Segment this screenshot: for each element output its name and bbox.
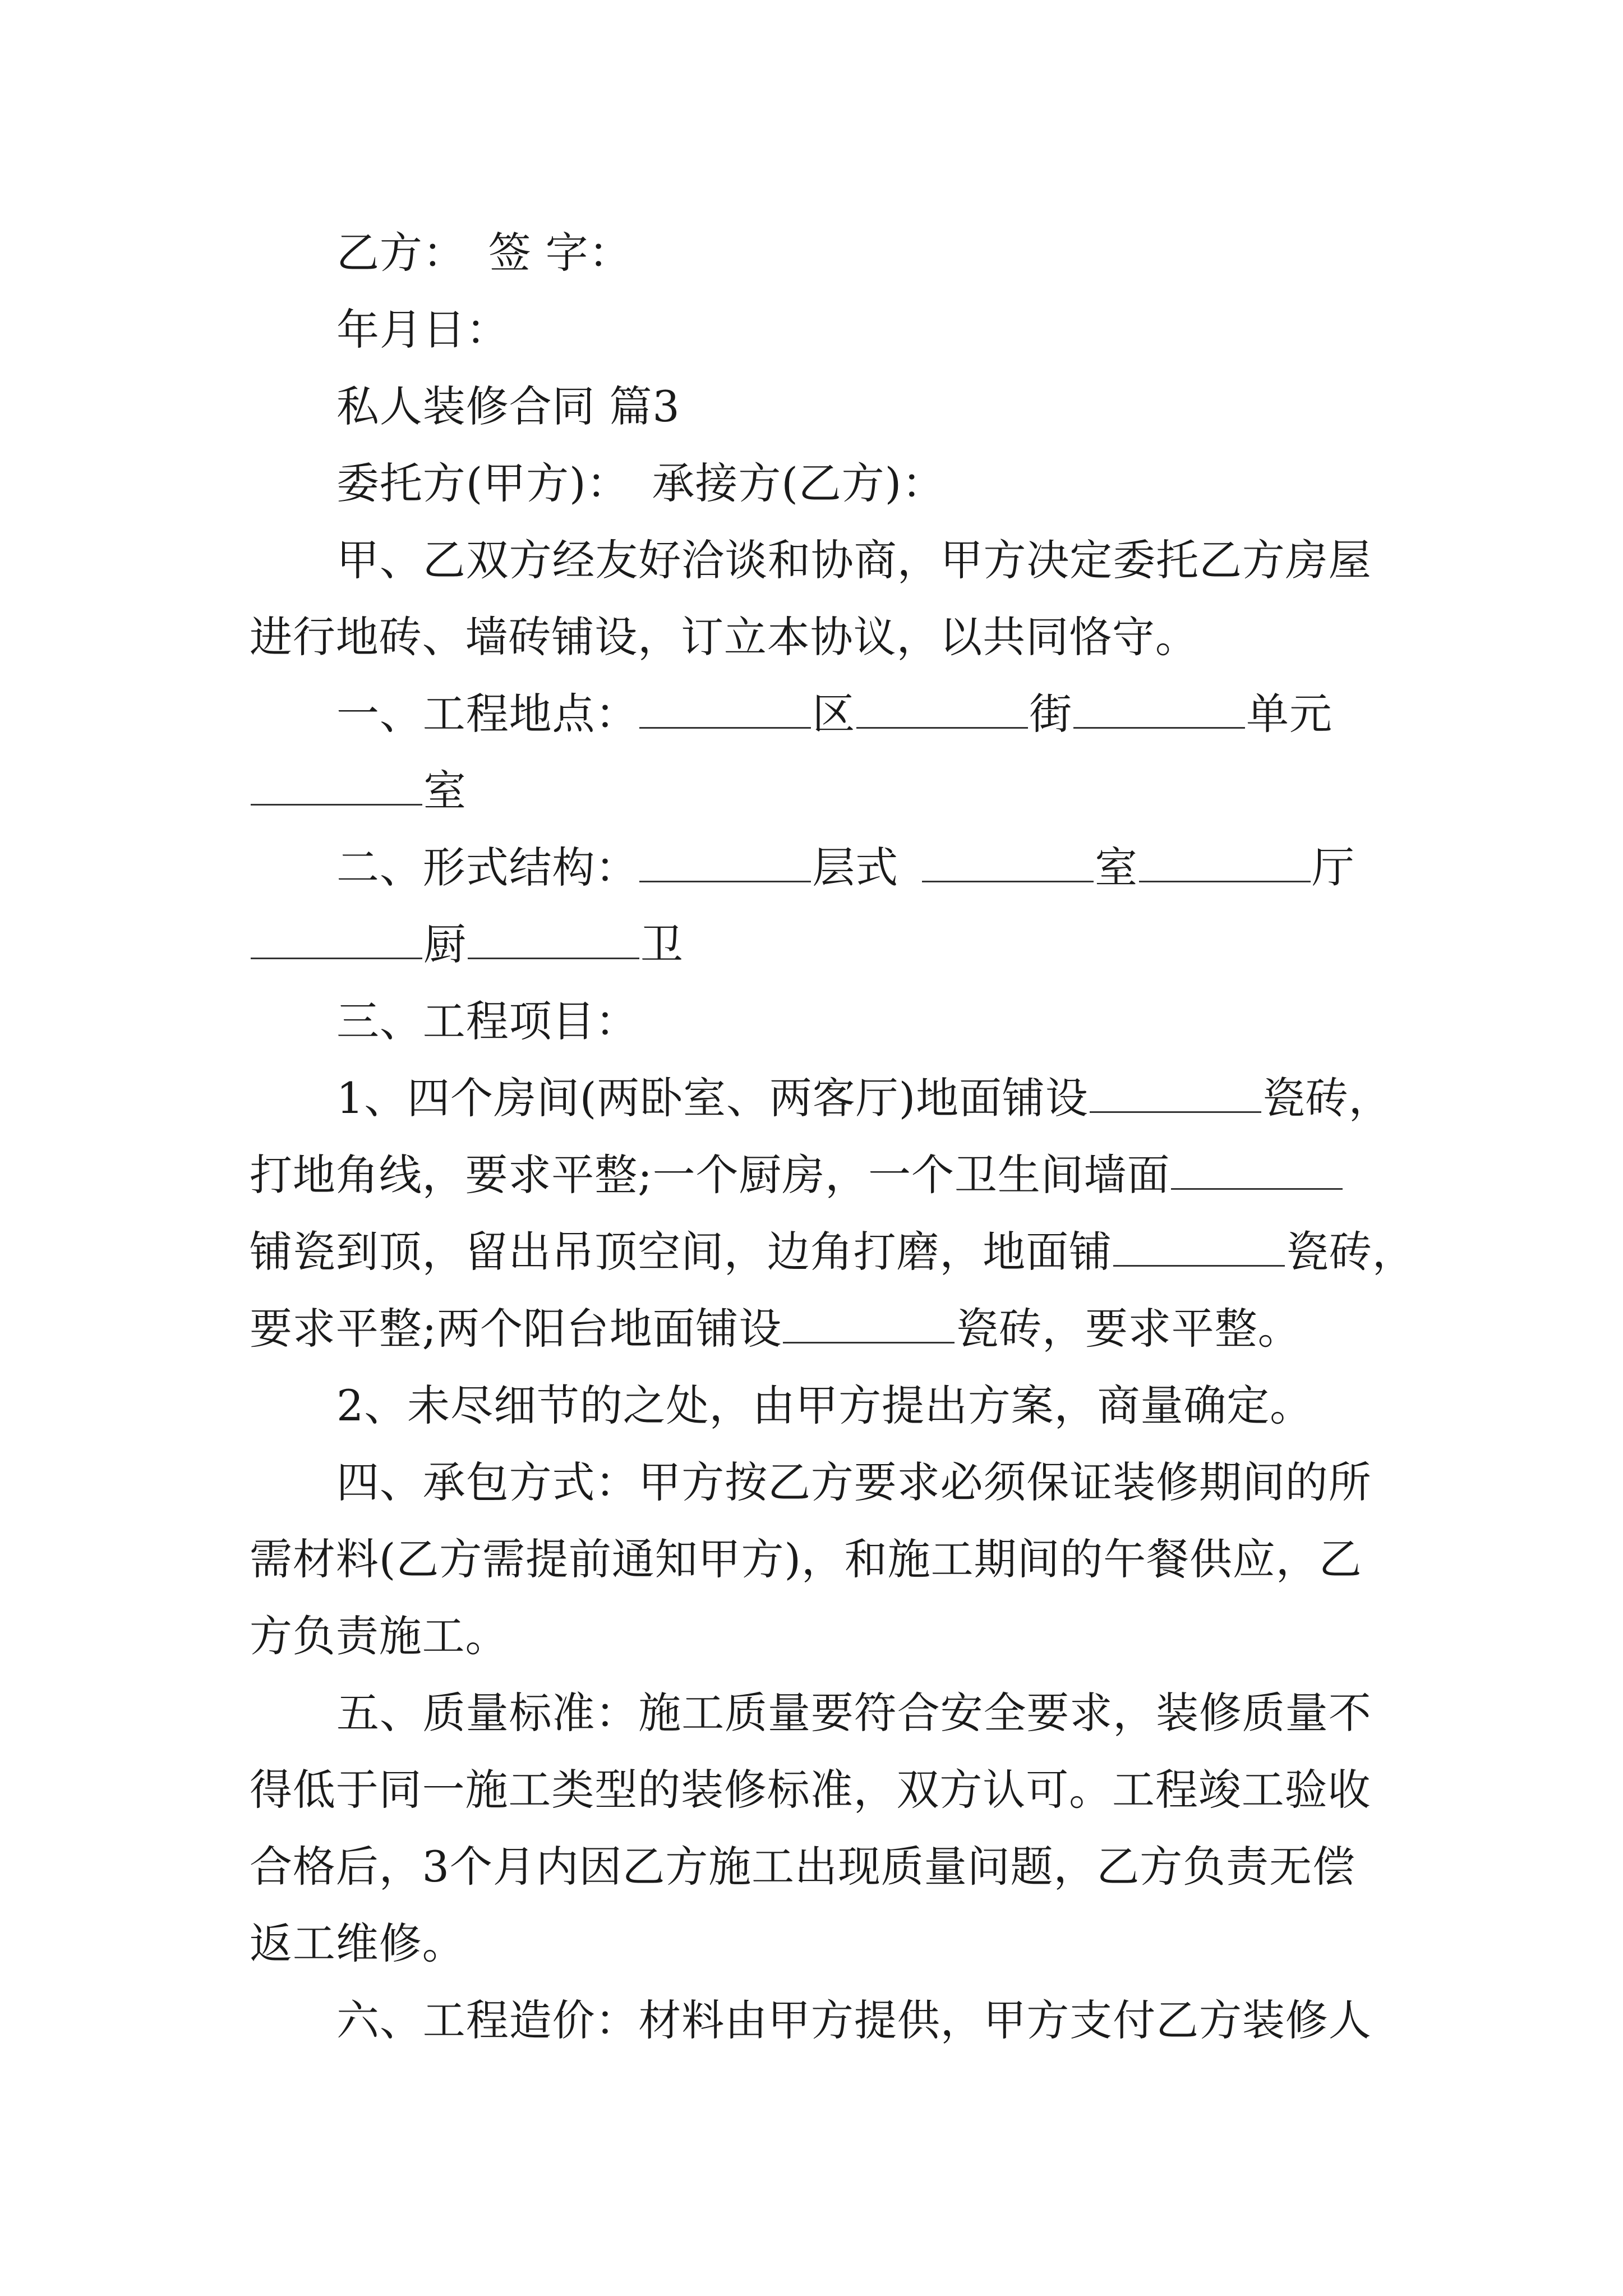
floor-blank	[639, 837, 811, 882]
balcony-tile-blank	[783, 1298, 955, 1343]
section-3-label: 三、工程项目：	[336, 996, 639, 1046]
party-b-label: 乙方：	[336, 228, 466, 278]
section-2-label: 二、形式结构：	[336, 843, 639, 892]
bath-blank	[468, 914, 639, 959]
intro-paragraph-line-1: 甲、乙双方经友好洽谈和协商，甲方决定委托乙方房屋	[336, 535, 1372, 585]
section-3-item-1-line-2	[250, 1137, 1388, 1213]
section-3-item-1-line-1	[250, 1060, 1392, 1137]
section-4-line-1: 四、承包方式：甲方按乙方要求必须保证装修期间的所	[336, 1457, 1372, 1507]
section-1-location	[250, 675, 1388, 752]
signature-label: 签 字：	[488, 228, 632, 278]
room-number-blank	[251, 760, 422, 806]
section-2-structure-cont	[250, 906, 1388, 983]
kitchen-blank	[251, 914, 422, 959]
wall-tile-blank	[1171, 1144, 1343, 1190]
room-label: 室	[423, 766, 467, 816]
item1-text-f: 要求平整;两个阳台地面铺设	[250, 1304, 782, 1354]
hall-blank	[1139, 837, 1311, 882]
section-5-line-1: 五、质量标准：施工质量要符合安全要求，装修质量不	[336, 1688, 1372, 1738]
section-5-line-2: 得低于同一施工类型的装修标准，双方认可。工程竣工验收	[250, 1765, 1371, 1815]
item1-text-g: 瓷砖，要求平整。	[956, 1304, 1301, 1354]
principal-label: 委托方(甲方)：	[336, 458, 630, 508]
section-5-line-4: 返工维修。	[250, 1918, 465, 1968]
intro-paragraph-line-2: 进行地砖、墙砖铺设，订立本协议，以共同恪守。	[250, 612, 1198, 662]
section-3-item-1-line-3	[250, 1213, 1415, 1290]
contract-title: 私人装修合同 篇3	[336, 381, 680, 431]
kitchen-label: 厨	[423, 919, 467, 969]
room-tile-blank	[1090, 1068, 1261, 1113]
section-2-structure	[250, 829, 1388, 906]
item1-text-b: 瓷砖，	[1262, 1073, 1392, 1123]
hall-label: 厅	[1312, 843, 1355, 892]
section-6-line-1: 六、工程造价：材料由甲方提供，甲方支付乙方装修人	[336, 1995, 1372, 2045]
document-body	[250, 214, 1415, 2059]
date-line: 年月日：	[336, 305, 509, 355]
floor-type-label: 层式	[812, 843, 899, 892]
district-label: 区	[812, 689, 856, 739]
district-blank	[639, 683, 811, 729]
section-4-line-3: 方负责施工。	[250, 1611, 509, 1661]
street-blank	[856, 683, 1028, 729]
parties-line	[250, 445, 1388, 522]
item1-text-e: 瓷砖，	[1286, 1227, 1415, 1277]
unit-blank	[1073, 683, 1245, 729]
room-count-blank	[922, 837, 1094, 882]
item1-text-d: 铺瓷到顶，留出吊顶空间，边角打磨，地面铺	[250, 1227, 1112, 1277]
bath-label: 卫	[640, 919, 684, 969]
room-count-label: 室	[1095, 843, 1138, 892]
item1-text-a: 1、四个房间(两卧室、两客厅)地面铺设	[336, 1073, 1089, 1123]
section-1-location-cont	[250, 752, 1388, 829]
party-b-sign-line	[250, 214, 1388, 291]
section-3-item-1-line-4	[250, 1290, 1388, 1367]
kitchen-floor-tile-blank	[1113, 1221, 1285, 1267]
section-3-item-2: 2、未尽细节的之处，由甲方提出方案，商量确定。	[336, 1381, 1313, 1430]
unit-label: 单元	[1246, 689, 1332, 739]
street-label: 街	[1029, 689, 1073, 739]
section-5-line-3: 合格后，3个月内因乙方施工出现质量问题，乙方负责无偿	[250, 1842, 1355, 1892]
section-4-line-2: 需材料(乙方需提前通知甲方)，和施工期间的午餐供应，乙	[250, 1534, 1362, 1584]
item1-text-c: 打地角线，要求平整;一个厨房，一个卫生间墙面	[250, 1150, 1170, 1200]
contractor-label: 承接方(乙方)：	[652, 458, 946, 508]
section-1-label: 一、工程地点：	[336, 689, 639, 739]
